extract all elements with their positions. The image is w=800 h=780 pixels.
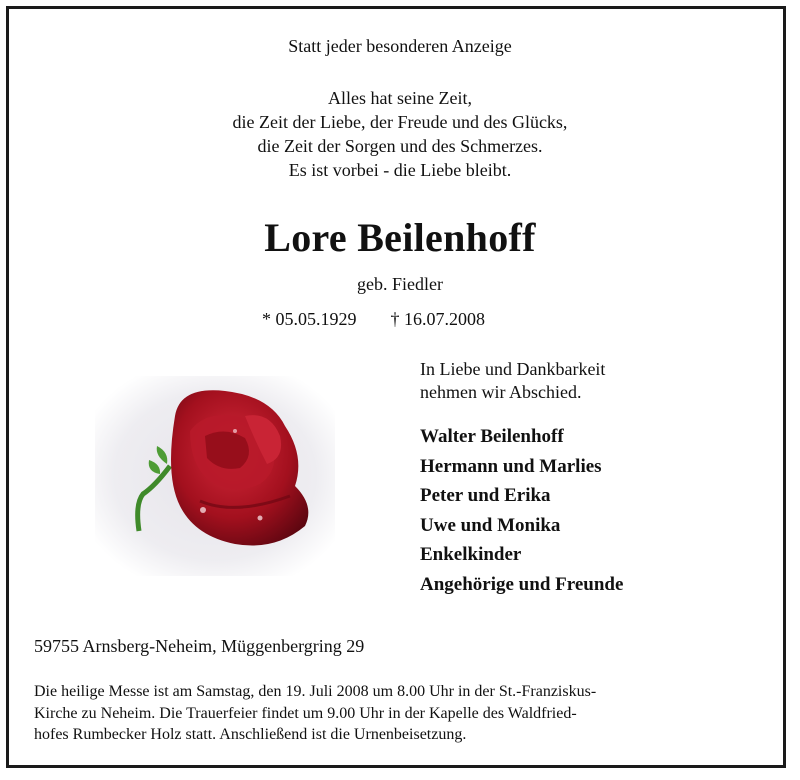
- mourner-name: Hermann und Marlies: [420, 455, 602, 477]
- mourner-name: Uwe und Monika: [420, 514, 561, 536]
- mourner-name: Walter Beilenhoff: [420, 426, 564, 447]
- notice-line: Die heilige Messe ist am Samstag, den 19. Juli 2008 um 8.00 Uhr in der St.-Franziskus-: [34, 683, 597, 700]
- mourners-list: [420, 422, 623, 599]
- notice-header: Statt jeder besonderen Anzeige: [288, 36, 512, 56]
- red-rose-icon: [95, 376, 335, 576]
- life-dates: [262, 309, 485, 330]
- mourner-name: Peter und Erika: [420, 485, 551, 506]
- mourner-name: Enkelkinder: [420, 544, 522, 565]
- tribute-text: [420, 358, 605, 404]
- poem-line: die Zeit der Sorgen und des Schmerzes.: [257, 136, 543, 156]
- birth-date: * 05.05.1929: [262, 309, 357, 329]
- family-address: 59755 Arnsberg-Neheim, Müggenbergring 29: [34, 636, 365, 656]
- poem: [0, 86, 800, 182]
- mourner-name: Angehörige und Freunde: [420, 573, 624, 595]
- notice-line: Kirche zu Neheim. Die Trauerfeier findet um 9.00 Uhr in der Kapelle des Waldfried-: [34, 704, 577, 722]
- notice-line: hofes Rumbecker Holz statt. Anschließend ist die Urnenbeisetzung.: [34, 726, 467, 743]
- poem-line: Es ist vorbei - die Liebe bleibt.: [288, 160, 512, 180]
- tribute-line: nehmen wir Abschied.: [420, 382, 582, 402]
- deceased-name: Lore Beilenhoff: [264, 215, 536, 260]
- poem-line: die Zeit der Liebe, der Freude und des Glücks,: [232, 112, 568, 132]
- death-date: † 16.07.2008: [390, 309, 485, 329]
- poem-line: Alles hat seine Zeit,: [328, 88, 472, 108]
- service-notice: [34, 681, 774, 746]
- birth-name: geb. Fiedler: [357, 274, 443, 294]
- tribute-line: In Liebe und Dankbarkeit: [420, 359, 606, 379]
